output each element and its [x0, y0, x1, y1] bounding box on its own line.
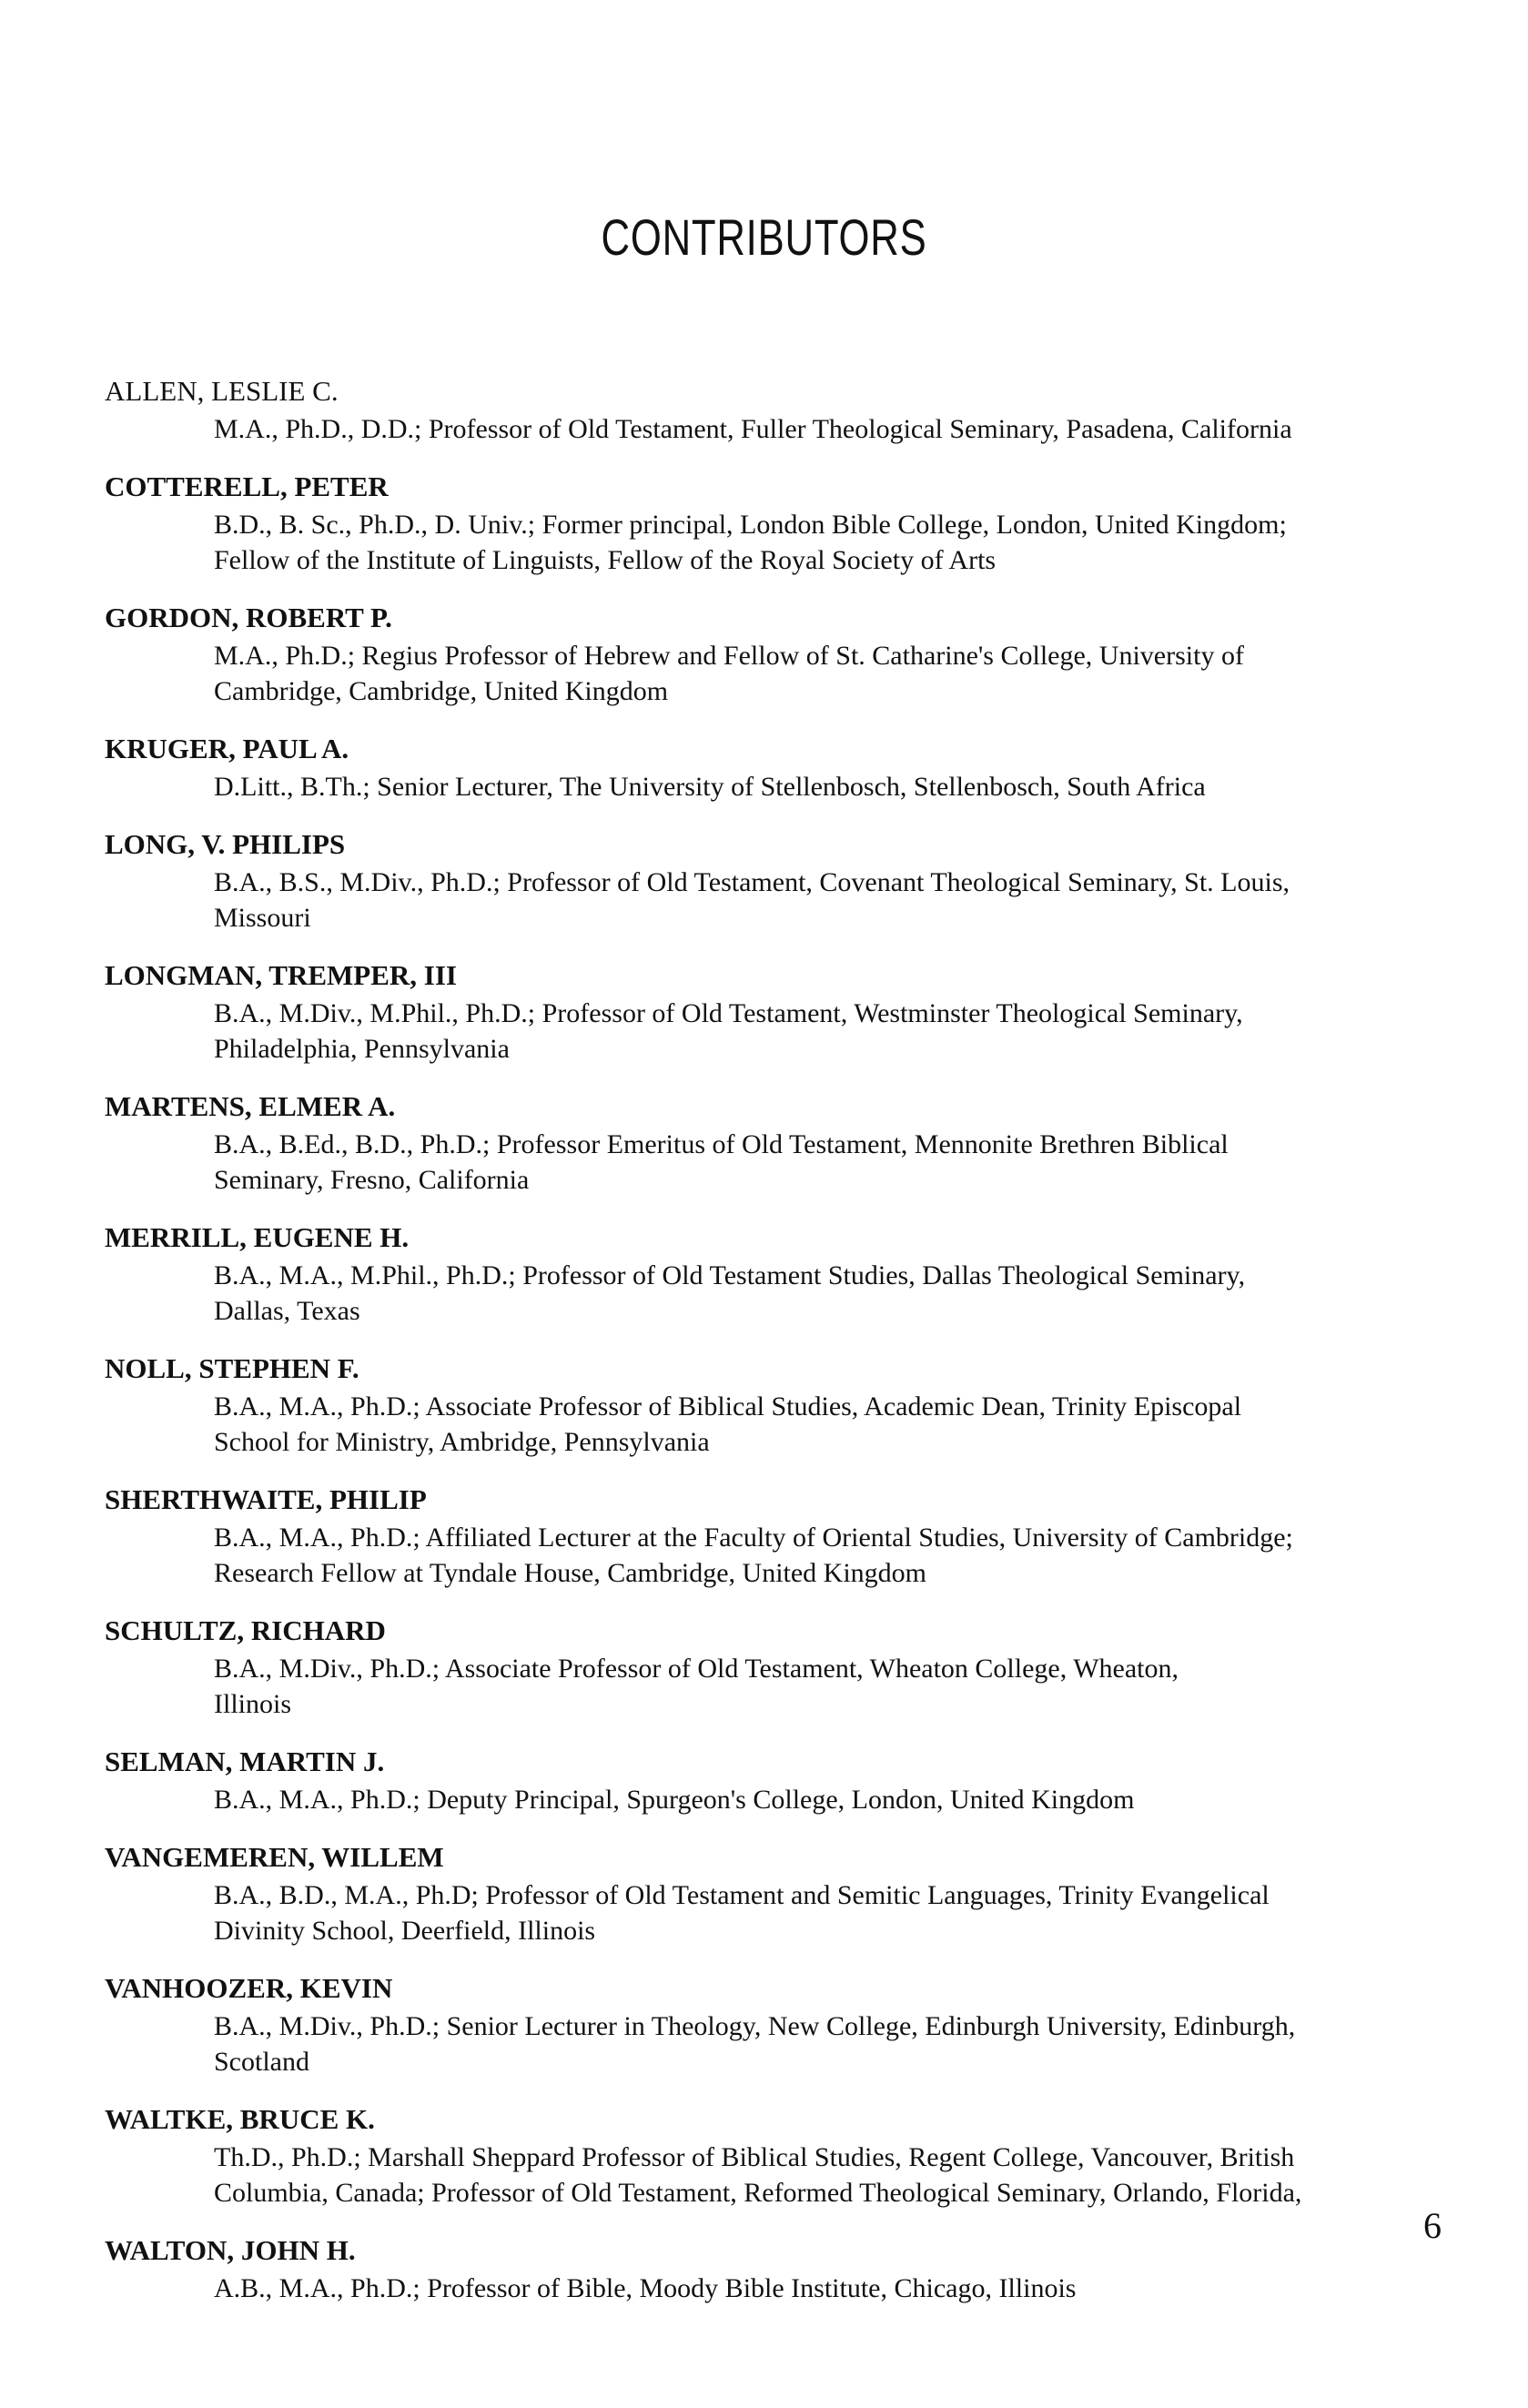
contributor-credentials — [214, 865, 1442, 936]
credentials-line: Philadelphia, Pennsylvania — [214, 1034, 510, 1064]
contributor-entry — [105, 1744, 1442, 1817]
contributor-entry — [105, 731, 1442, 804]
contributor-credentials — [214, 1651, 1442, 1722]
contributor-entry — [105, 600, 1442, 709]
contributor-entry — [105, 373, 1442, 447]
credentials-line: M.A., Ph.D., D.D.; Professor of Old Testament, Fuller Theological Seminary, Pasadena, California — [214, 414, 1292, 444]
credentials-line: Dallas, Texas — [214, 1296, 360, 1326]
credentials-line: Th.D., Ph.D.; Marshall Sheppard Professor of Biblical Studies, Regent College, Vancouver, British — [214, 2142, 1295, 2172]
contributor-credentials — [214, 996, 1442, 1067]
credentials-line: Missouri — [214, 903, 311, 933]
contributor-credentials — [214, 769, 1442, 804]
credentials-line: Columbia, Canada; Professor of Old Testament, Reformed Theological Seminary, Orlando, Florida, — [214, 2178, 1302, 2208]
credentials-line: Scotland — [214, 2047, 309, 2077]
contributor-credentials — [214, 507, 1442, 578]
contributor-credentials — [214, 2140, 1442, 2211]
credentials-line: B.A., M.Div., M.Phil., Ph.D.; Professor of Old Testament, Westminster Theological Seminary, — [214, 998, 1243, 1028]
contributor-entry — [105, 1482, 1442, 1591]
contributor-entry — [105, 1613, 1442, 1722]
contributor-entry — [105, 1839, 1442, 1948]
contributor-name: SHERTHWAITE, PHILIP — [105, 1483, 427, 1515]
contributor-list — [105, 373, 1442, 2328]
contributor-name: COTTERELL, PETER — [105, 470, 389, 502]
contributor-name: WALTKE, BRUCE K. — [105, 2103, 375, 2135]
credentials-line: B.A., M.A., Ph.D.; Associate Professor of Biblical Studies, Academic Dean, Trinity Episcopal — [214, 1391, 1242, 1422]
contributor-name: SELMAN, MARTIN J. — [105, 1745, 385, 1777]
contributor-credentials — [214, 2008, 1442, 2079]
credentials-line: Divinity School, Deerfield, Illinois — [214, 1916, 596, 1946]
credentials-line: B.A., B.Ed., B.D., Ph.D.; Professor Emeritus of Old Testament, Mennonite Brethren Biblical — [214, 1129, 1229, 1159]
contributor-entry — [105, 1351, 1442, 1460]
contributor-name: WALTON, JOHN H. — [105, 2234, 356, 2266]
contributor-credentials — [214, 2271, 1442, 2306]
contributor-name: ALLEN, LESLIE C. — [105, 375, 339, 407]
credentials-line: Fellow of the Institute of Linguists, Fellow of the Royal Society of Arts — [214, 545, 997, 575]
contributor-name: MERRILL, EUGENE H. — [105, 1221, 410, 1253]
contributor-entry — [105, 2232, 1442, 2306]
credentials-line: Cambridge, Cambridge, United Kingdom — [214, 676, 669, 706]
contributor-credentials — [214, 1782, 1442, 1817]
contributor-name: VANHOOZER, KEVIN — [105, 1972, 393, 2004]
credentials-line: Research Fellow at Tyndale House, Cambridge, United Kingdom — [214, 1558, 927, 1588]
contributor-name: SCHULTZ, RICHARD — [105, 1614, 386, 1646]
contributor-name: LONGMAN, TREMPER, III — [105, 959, 457, 991]
contributor-entry — [105, 2101, 1442, 2211]
credentials-line: B.A., M.A., Ph.D.; Affiliated Lecturer at the Faculty of Oriental Studies, University of Cambridge; — [214, 1523, 1293, 1553]
page-number: 6 — [1423, 2205, 1442, 2246]
credentials-line: A.B., M.A., Ph.D.; Professor of Bible, Moody Bible Institute, Chicago, Illinois — [214, 2273, 1077, 2303]
credentials-line: Illinois — [214, 1689, 292, 1719]
credentials-line: B.A., B.D., M.A., Ph.D; Professor of Old Testament and Semitic Languages, Trinity Evangelical — [214, 1880, 1270, 1910]
contributor-name: VANGEMEREN, WILLEM — [105, 1841, 444, 1873]
credentials-line: B.A., M.Div., Ph.D.; Senior Lecturer in Theology, New College, Edinburgh University, Edinburgh, — [214, 2011, 1296, 2041]
contributor-credentials — [214, 1877, 1442, 1948]
credentials-line: Seminary, Fresno, California — [214, 1165, 530, 1195]
contributor-name: MARTENS, ELMER A. — [105, 1090, 396, 1122]
contributor-name: GORDON, ROBERT P. — [105, 602, 392, 633]
credentials-line: B.A., M.Div., Ph.D.; Associate Professor of Old Testament, Wheaton College, Wheaton, — [214, 1654, 1179, 1684]
contributor-credentials — [214, 638, 1442, 709]
credentials-line: B.A., M.A., M.Phil., Ph.D.; Professor of Old Testament Studies, Dallas Theological Seminary, — [214, 1260, 1246, 1290]
credentials-line: B.D., B. Sc., Ph.D., D. Univ.; Former principal, London Bible College, London, United Kingdom; — [214, 510, 1287, 540]
credentials-line: M.A., Ph.D.; Regius Professor of Hebrew and Fellow of St. Catharine's College, University of — [214, 641, 1244, 671]
contributor-name: NOLL, STEPHEN F. — [105, 1352, 359, 1384]
contributor-name: KRUGER, PAUL A. — [105, 733, 349, 764]
contributor-credentials — [214, 1389, 1442, 1460]
credentials-line: D.Litt., B.Th.; Senior Lecturer, The University of Stellenbosch, Stellenbosch, South Africa — [214, 772, 1206, 802]
page-title: CONTRIBUTORS — [601, 208, 927, 266]
contributor-credentials — [214, 1127, 1442, 1198]
contributor-entry — [105, 1219, 1442, 1329]
contributor-entry — [105, 957, 1442, 1067]
contributor-credentials — [214, 1520, 1442, 1591]
credentials-line: School for Ministry, Ambridge, Pennsylvania — [214, 1427, 710, 1457]
contributor-entry — [105, 1088, 1442, 1198]
credentials-line: B.A., B.S., M.Div., Ph.D.; Professor of Old Testament, Covenant Theological Seminary, St. Louis, — [214, 867, 1290, 897]
contributor-entry — [105, 1970, 1442, 2079]
contributor-entry — [105, 826, 1442, 936]
credentials-line: B.A., M.A., Ph.D.; Deputy Principal, Spurgeon's College, London, United Kingdom — [214, 1785, 1135, 1815]
contributor-name: LONG, V. PHILIPS — [105, 828, 346, 860]
contributor-credentials — [214, 411, 1442, 447]
contributor-entry — [105, 469, 1442, 578]
contributor-credentials — [214, 1258, 1442, 1329]
